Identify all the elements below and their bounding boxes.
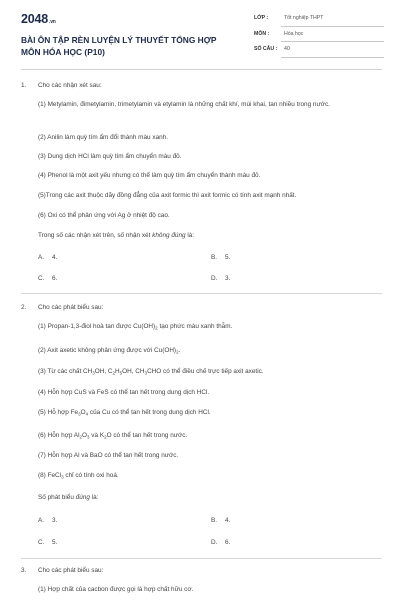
question-number: 1. [21,82,27,89]
meta-key: SỐ CÂU : [254,46,278,52]
option-letter: C. [38,539,45,546]
question-divider [21,558,382,559]
statement-text: (1) Propan-1,3-điol hoà tan được Cu(OH) [38,323,156,330]
statement-text: chỉ có tính oxi hoá. [63,472,119,479]
question-ask [38,231,194,241]
meta-key: LỚP : [254,15,269,21]
question-prompt: Cho các phát biểu sau: [38,567,104,574]
document-title: BÀI ÔN TẬP RÈN LUYỆN LÝ THUYẾT TỔNG HỢP MÔN HÓA HỌC (P10) [21,35,217,57]
option-value: 4. [52,254,58,261]
statement-text: O [80,409,86,416]
option-letter: B. [211,517,218,524]
meta-value: 40 [284,46,290,52]
statement-text: O có thể tan hết trong nước. [106,432,188,439]
option-b[interactable] [211,253,230,263]
question-divider [21,293,382,294]
question-prompt: Cho các nhận xét sau: [38,82,102,89]
statement-text: O [82,432,87,439]
subscript: 3 [87,434,90,440]
option-letter: D. [211,275,218,282]
option-d[interactable] [211,274,230,284]
statement: (4) Hỗn hợp CuS và FeS có thể tan hết trong dung dịch HCl. [38,389,210,396]
option-value: 3. [52,517,58,524]
statement: (6) Oxi có thể phản ứng với Ag ở nhiệt độ cao. [38,212,170,219]
statement-text: OH, CH [122,368,145,375]
statement-text: tạo phức màu xanh thẫm. [157,323,233,330]
option-d[interactable] [211,538,230,548]
statement-text: và K [89,432,105,439]
statement [38,346,383,356]
header-divider [21,69,382,70]
question-3 [21,566,376,600]
meta-underline [281,26,384,27]
subscript: 2 [155,325,158,331]
option-value: 4. [225,517,231,524]
statement-text: . [178,347,181,354]
question-prompt: Cho các phát biểu sau: [38,304,104,311]
meta-row-count [254,45,384,61]
logo-sub: .vn [49,19,56,25]
subscript: 4 [85,411,89,417]
option-value: 6. [52,275,58,282]
option-a[interactable] [38,516,57,526]
meta-table [254,14,384,61]
subscript: 3 [78,411,81,417]
statement [38,322,383,332]
option-letter: D. [211,539,218,546]
meta-underline [281,57,384,58]
statement: (2) Anilin làm quỳ tím ẩm đổi thành màu xanh. [38,134,169,141]
meta-value: Tốt nghiệp THPT [284,15,324,21]
statement: (7) Hỗn hợp Al và BaO có thể tan hết trong nước. [38,452,179,459]
option-value: 5. [225,254,231,261]
subscript: 3 [61,474,64,480]
statement-text: (8) FeCl [38,472,62,479]
statement: (1) Hợp chất của cacbon được gọi là hợp chất hữu cơ. [38,586,194,593]
question-number: 3. [21,567,27,574]
ask-emphasis: không đúng [152,232,186,239]
statement [38,408,383,418]
ask-tail: là: [89,494,99,501]
statement: (1) Metylamin, đimetylamin, trimetylamin và etylamin là những chất khí, mùi khai, tan nhiều trong nước. [38,101,330,108]
option-value: 5. [52,539,58,546]
statement [38,431,383,441]
subscript: 5 [119,370,123,376]
logo-main: 2048 [21,12,49,26]
ask-tail: là: [185,232,195,239]
option-value: 3. [225,275,231,282]
question-1 [21,81,376,291]
statement-text: (2) Axit axetic không phản ứng được với Cu(OH) [38,347,177,354]
question-ask [38,493,98,503]
subscript: 2 [79,434,83,440]
statement: (5)Trong các axit thuộc dãy đồng đẳng của axit formic thì axit formic có tính axit mạnh nhất. [38,192,297,199]
subscript: 2 [176,349,179,355]
meta-row-subject [254,30,384,46]
question-number: 2. [21,304,27,311]
statement-text: (5) Hỗ hợp Fe [38,409,79,416]
meta-row-class [254,14,384,30]
statement [38,471,383,481]
ask-emphasis: đúng [75,494,90,501]
option-letter: A. [38,517,45,524]
statement-text: (3) Từ các chất CH [38,368,93,375]
option-letter: C. [38,275,45,282]
statement [38,367,383,377]
ask-text: Trong số các nhận xét trên, số nhận xét [38,232,153,239]
site-logo[interactable] [21,12,56,26]
subscript: 2 [104,434,107,440]
subscript: 3 [144,370,148,376]
statement-text: CHO có thể điều chế trực tiếp axit axetic. [147,368,264,375]
statement-text: OH, C [94,368,113,375]
subscript: 2 [112,370,116,376]
statement: (3) Dung dịch HCl làm quỳ tím ẩm chuyển màu đỏ. [38,153,182,160]
statement-text: H [115,368,120,375]
option-letter: B. [211,254,218,261]
option-a[interactable] [38,253,57,263]
meta-value: Hóa học [284,30,304,37]
option-c[interactable] [38,274,57,284]
option-c[interactable] [38,538,57,548]
subscript: 3 [92,370,95,376]
statement-text: (6) Hỗn hợp Al [38,432,80,439]
statement: (4) Phenol là một axit yếu nhưng có thể làm quỳ tím ẩm chuyển thành màu đỏ. [38,172,261,179]
option-b[interactable] [211,516,230,526]
option-letter: A. [38,254,45,261]
option-value: 6. [225,539,231,546]
ask-text: Số phát biểu [38,494,76,501]
meta-underline [281,41,384,42]
question-2 [21,303,376,555]
meta-key: MÔN : [254,30,270,37]
statement-text: của Cu có thể tan hết trong dung dịch HCl. [88,409,211,416]
